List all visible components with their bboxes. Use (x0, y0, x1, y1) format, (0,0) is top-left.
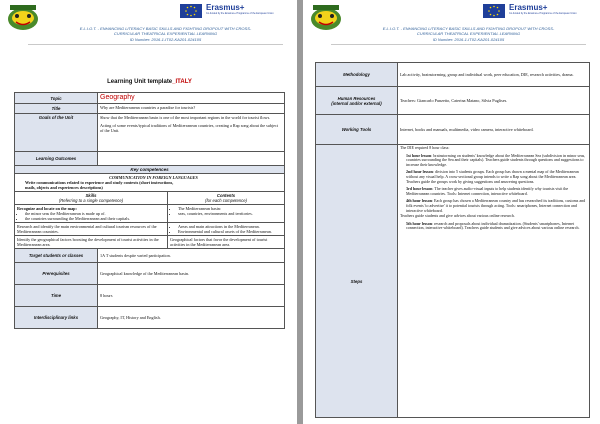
step-5: 5th hour lesson: research and proposals about individual dramatization. (Students' smartphones, Internet connection, interactive whiteboard). Teachers guide students and give advices about various online research. (406, 220, 580, 231)
links-value: Geography, IT, History and English. (98, 307, 285, 329)
content-row-1 (168, 205, 285, 223)
prereq-value: Geographical knowledge of the Mediterranean basin. (98, 263, 285, 285)
step-2: 2nd hour lesson: division into 5 students groups. Each group has drawn a mental map of the Mediterranean without any visual help. A cross-sectional group intends to write a Rap song about the Mediterranean area. Teachers guide the groups work by giving suggestions and answering questions. (406, 169, 579, 184)
page-right (303, 0, 600, 424)
erasmus-banner (483, 3, 591, 19)
target-value: 1A T students despite varied participation. (98, 249, 285, 263)
topic-value: Geography (98, 93, 285, 104)
goals-value: Show that the Mediterranean basin is one of the most important regions in the world for tourist flows. Acting of some events/typical traditions of Mediterranean countries, creating a Rap song about the subject of the Unit. (98, 114, 285, 152)
title-label: Title (15, 104, 98, 114)
list-item: • Areas and main attractions in the Mediterranean. (178, 224, 282, 229)
skill-row-3: Identify the geographical factors boosting the development of tourist activities in the Mediterranean area. (15, 236, 168, 249)
time-label: Time (15, 285, 98, 307)
communication-text: Write communications related to experience and study contexts (short instructions, mails, objects and experiences descriptions) (25, 180, 174, 190)
communication-block (15, 174, 285, 192)
human-resources-label: Human Resources (internal and/or external) (316, 87, 398, 115)
content-row-3: Geographical factors that favor the development of tourist activities in the Mediterranean area. (168, 236, 285, 249)
target-label: Target students or classes (15, 249, 98, 263)
page-left (0, 0, 297, 424)
project-header: E.L.I.O.T. - ENHANCING LITERACY BASIC SKILLS AND FIGHTING DROPOUT WITH CROSS- CURRICULAR THEATRICAL EXPERIENTIAL LEARNING ID Number: 2016-1-IT02-KA201-024105 (382, 26, 555, 42)
methodology-value: Lab activity, brainstorming, group and individual work, peer education, DIE, research activities, drama. (398, 63, 590, 87)
outcomes-label: Learning Outcomes (15, 152, 98, 166)
step-4-tail: Teachers guide students and give advices about various online research. (400, 213, 515, 219)
unit-table (14, 78, 285, 329)
list-item: • the countries surrounding the Mediterranean and their capitals. (25, 216, 165, 221)
time-value: 8 hours (98, 285, 285, 307)
steps-intro: The DIE required 8 hour class: (400, 145, 450, 150)
outcomes-value (98, 152, 285, 166)
content-row-2 (168, 223, 285, 236)
step-4: 4th hour lesson: Each group has chosen a Mediterranean country and has researched its traditions, customs and folk events 'to advertise' it to potential tourists through acting. Tools: smartphones, Internet connection and interactive whiteboard. (406, 198, 586, 213)
tools-value: Internet, books and manuals, multimedia, video camera, interactive whiteboard. (398, 115, 590, 145)
erasmus-text: Erasmus+ (206, 3, 245, 12)
links-label: Interdisciplinary links (15, 307, 98, 329)
contents-header: Contents (for each competence) (168, 192, 285, 205)
methods-table (315, 62, 590, 418)
key-competences-label: Key competences (15, 166, 285, 174)
list-item: • Environmental and cultural assets of the Mediterranean. (178, 229, 282, 234)
header-divider (331, 44, 586, 45)
project-header: E.L.I.O.T. - ENHANCING LITERACY BASIC SKILLS AND FIGHTING DROPOUT WITH CROSS- CURRICULAR THEATRICAL EXPERIENTIAL LEARNING ID Number: 2016-1-IT02-KA201-024105 (79, 26, 252, 42)
skill-row-1: Recognize and locate on the map: • the minor seas the Mediterranean is made up of. • the countries surrounding the Mediterranean and their capitals. (15, 205, 168, 223)
header-divider (28, 44, 283, 45)
methodology-label: Methodology (316, 63, 398, 87)
eliot-logo (309, 4, 343, 32)
list-item: • seas, countries, environments and territories. (178, 211, 282, 216)
steps-label: Steps (316, 145, 398, 418)
eliot-logo (6, 4, 40, 32)
list-item: • The Mediterranean basin: (178, 206, 282, 211)
eu-caption: Co-funded by the Erasmus+ Programme of the European Union (509, 12, 577, 15)
list-item: • the minor seas the Mediterranean is made up of. (25, 211, 165, 216)
prereq-label: Prerequisites (15, 263, 98, 285)
topic-label: Topic (15, 93, 98, 104)
eu-caption: Co-funded by the Erasmus+ Programme of the European Union (206, 12, 274, 15)
skills-header: Skills (Referring to a single competence) (15, 192, 168, 205)
title-value: Why are Mediterranean countries a paradise for tourists? (98, 104, 285, 114)
human-resources-value: Teachers: Giancarlo Punzetto, Caterina Matano, Silvia Puglises. (398, 87, 590, 115)
template-title: Learning Unit template_ITALY (107, 79, 192, 85)
tools-label: Working Tools (316, 115, 398, 145)
skill-row-2: Research and identify the main environmental and cultural tourism resources of the Mediterranean countries. (15, 223, 168, 236)
erasmus-banner (180, 3, 288, 19)
erasmus-text: Erasmus+ (509, 3, 548, 12)
communication-heading: COMMUNICATION IN FOREIGN LANGUAGES (109, 175, 198, 180)
goals-label: Goals of the Unit (15, 114, 98, 152)
step-3: 3rd hour lesson: The teacher gives audio-visual inputs to help students identify why tourists visit the Mediterranean countries. Tools: Internet connection, interactive whiteboard. (406, 186, 569, 196)
steps-value (398, 145, 590, 418)
step-1: 1st hour lesson: brainstorming on students' knowledge about the Mediterranean Sea (subdivision in minor seas, countries surrounding the Sea and their capitals). Teachers guide students through questions and suggestions to increase their knowledge. (406, 152, 586, 167)
